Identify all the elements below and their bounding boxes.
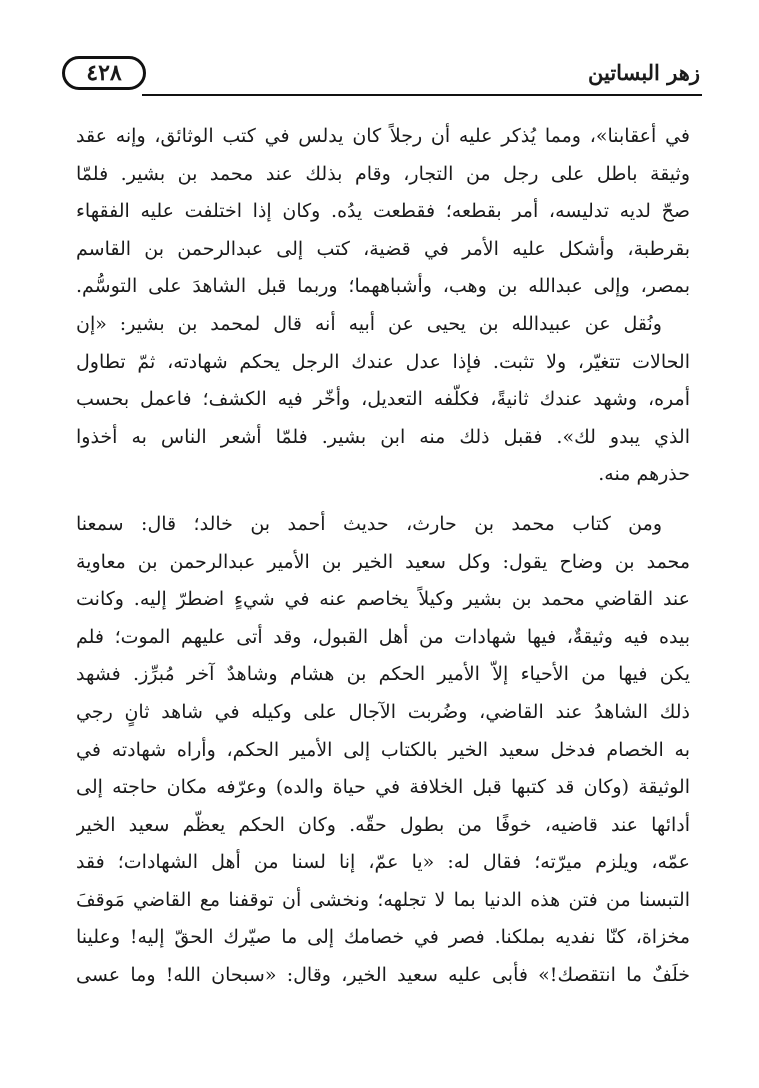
text-line: وثيقة باطل على رجل من التجار، وقام بذلك عند محمد بن بشير. فلمّا: [76, 162, 690, 185]
text-line: محمد بن وضاح يقول: وكل سعيد الخير بن الأمير عبدالرحمن بن معاوية: [76, 550, 690, 573]
text-line: ذلك الشاهدُ عند القاضي، وضُربت الآجال على وكيله في شاهد ثانٍ رجي: [76, 700, 690, 723]
text-line: ونُقل عن عبيدالله بن يحيى عن أبيه أنه قال لمحمد بن بشير: «إن: [76, 312, 662, 335]
text-line: خلَفٌ ما انتقصك!» فأبى عليه سعيد الخير، وقال: «سبحان الله! وما عسى: [76, 964, 690, 987]
text-line: صحّ لديه تدليسه، أمر بقطعه؛ فقطعت يدُه. وكان إذا اختلفت عليه الفقهاء: [76, 200, 690, 223]
text-line: عمّه، ويلزم ميرّته؛ فقال له: «يا عمّ، إنا لسنا من أهل الشهادات؛ فقد: [76, 851, 690, 874]
text-line: يكن فيها من الأحياء إلاّ الأمير الحكم بن هشام وشاهدٌ آخر مُبرِّز. فشهد: [76, 663, 690, 686]
text-line: الوثيقة (وكان قد كتبها قبل الخلافة في حياة والده) وعرّفه مكان حاجته إلى: [76, 776, 690, 799]
text-line: ومن كتاب محمد بن حارث، حديث أحمد بن خالد؛ قال: سمعنا: [76, 512, 662, 535]
text-line: أدائها عند قاضيه، خوفًا من بطول حقّه. وكان الحكم يعظّم سعيد الخير: [76, 813, 690, 836]
text-line: بيده فيه وثيقةٌ، فيها شهادات من أهل القبول، وقد أتى عليهم الموت؛ فلم: [76, 625, 690, 648]
text-line: به الخصام فدخل سعيد الخير بالكتاب إلى الأمير الحكم، وأراه شهادته في: [76, 738, 690, 761]
page-number-badge: [62, 56, 146, 90]
page-number: ٤٢٨: [86, 60, 122, 86]
text-line: الذي يبدو لك». فقبل ذلك منه ابن بشير. فلمّا أشعر الناس به أخذوا: [76, 425, 690, 448]
text-line: بقرطبة، وأشكل عليه الأمر في قضية، كتب إلى عبدالرحمن بن القاسم: [76, 237, 690, 260]
text-line: عند القاضي محمد بن بشير وكيلاً يخاصم عنه في شيءٍ اضطرّ إليه. وكانت: [76, 588, 690, 611]
text-line: التبسنا من فتن هذه الدنيا بما لا تجلهه؛ ونخشى أن توقفنا مع القاضي مَوقفَ: [76, 888, 690, 911]
header-rule: [142, 94, 702, 96]
text-line: حذرهم منه.: [598, 463, 690, 486]
book-title: زهر البساتين: [588, 60, 700, 85]
body-text: [76, 118, 690, 995]
text-line: الحالات تتغيّر، ولا تثبت. فإذا عدل عندك الرجل يحكم شهادته، ثمّ تطاول: [76, 350, 690, 373]
text-line: مخزاة، كنّا نفديه بملكنا. فصر في خصامك إلى ما صيّرك الحقّ إليه! وعلينا: [76, 926, 690, 949]
text-line: أمره، وشهد عندك ثانيةً، فكلّفه التعديل، وأخّر فيه الكشف؛ فاعمل بحسب: [76, 388, 690, 411]
paragraph-gap: [76, 494, 690, 506]
text-line: بمصر، وإلى عبدالله بن وهب، وأشباههما؛ وربما قبل الشاهدَ على التوسُّم.: [76, 275, 690, 298]
text-line: في أعقابنا»، ومما يُذكر عليه أن رجلاً كان يدلس في كتب الوثائق، وإنه عقد: [76, 125, 690, 147]
page-header: [62, 52, 702, 100]
